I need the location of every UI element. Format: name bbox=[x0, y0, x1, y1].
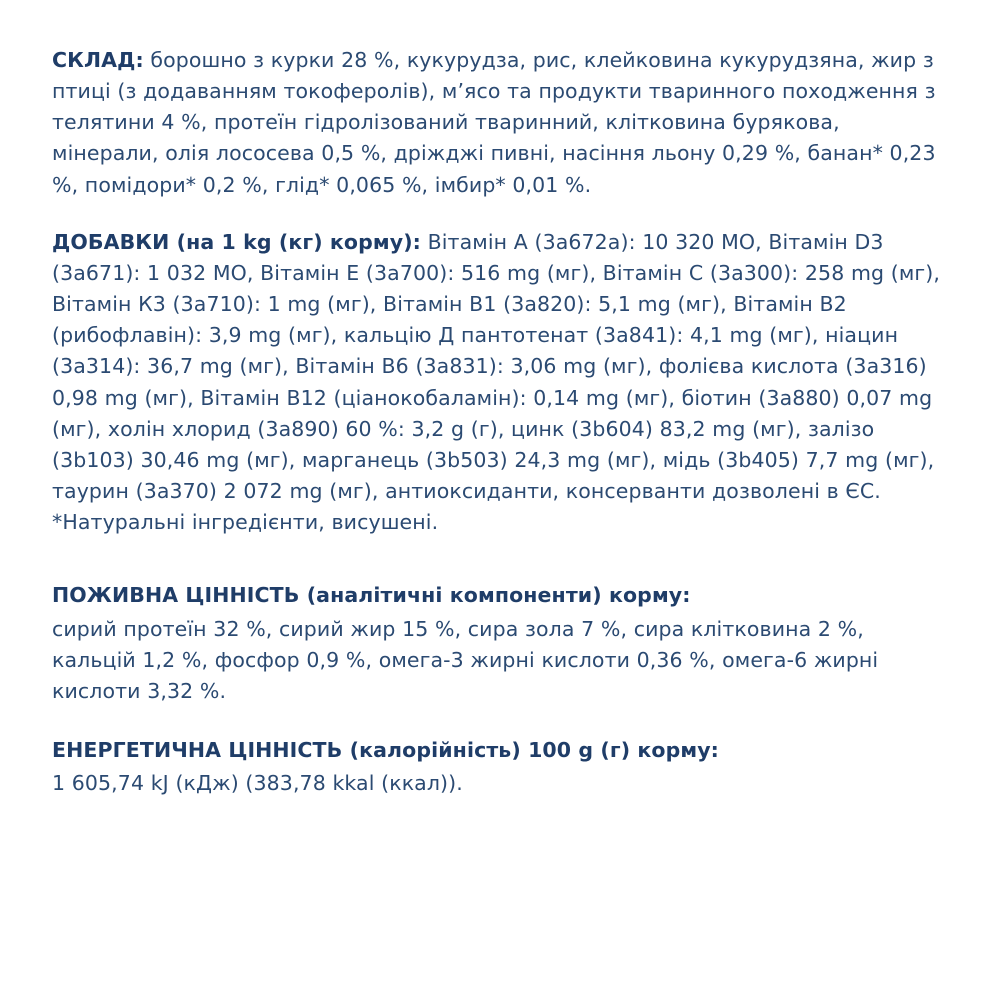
composition-paragraph bbox=[52, 45, 948, 201]
composition-text: борошно з курки 28 %, кукурудза, рис, клейковина кукурудзяна, жир з птиці (з додаванням токоферолів), м’ясо та продукти тваринного походження з телятини 4 %, протеїн гідролізований тваринний, клітковина бурякова, мінерали, олія лососева 0,5 %, дріжджі пивні, насіння льону 0,29 %, банан* 0,23 %, помідори* 0,2 %, глід* 0,065 %, імбир* 0,01 %. bbox=[52, 48, 936, 197]
additives-paragraph bbox=[52, 227, 948, 507]
nutrition-section bbox=[52, 580, 948, 707]
nutrition-heading: ПОЖИВНА ЦІННІСТЬ (аналітичні компоненти) корму: bbox=[52, 583, 691, 608]
nutrition-text: сирий протеїн 32 %, сирий жир 15 %, сира зола 7 %, сира клітковина 2 %, кальцій 1,2 %, фосфор 0,9 %, омега-3 жирні кислоти 0,36 %, омега-6 жирні кислоти 3,32 %. bbox=[52, 616, 879, 703]
composition-label: СКЛАД: bbox=[52, 48, 144, 72]
energy-text: 1 605,74 kJ (кДж) (383,78 kkal (ккал)). bbox=[52, 771, 463, 796]
additives-footnote: *Натуральні інгредієнти, висушені. bbox=[52, 510, 439, 535]
energy-heading: ЕНЕРГЕТИЧНА ЦІННІСТЬ (калорійність) 100 g (г) корму: bbox=[52, 737, 719, 762]
composition-section bbox=[52, 45, 948, 201]
additives-text: Вітамін А (3a672a): 10 320 МО, Вітамін D3 (3a671): 1 032 МО, Вітамін Е (3a700): 516 mg (мг), Вітамін С (3a300): 258 mg (мг), Вітамін К3 (3a710): 1 mg (мг), Вітамін В1 (3a820): 5,1 mg (мг), Вітамін В2 (рибофлавін): 3,9 mg (мг), кальцію Д пантотенат (3a841): 4,1 mg (мг), ніацин (3a314): 36,7 mg (мг), Вітамін В6 (3a831): 3,06 mg (мг), фолієва кислота (3a316) 0,98 mg (мг), Вітамін В12 (ціанокобаламін): 0,14 mg (мг), біотин (3a880) 0,07 mg (мг), холін хлорид (3a890) 60 %: 3,2 g (г), цинк (3b604) 83,2 mg (мг), залізо (3b103) 30,46 mg (мг), марганець (3b503) 24,3 mg (мг), мідь (3b405) 7,7 mg (мг), таурин (3a370) 2 072 mg (мг), антиоксиданти, консерванти дозволені в ЄС. bbox=[52, 229, 940, 504]
additives-label: ДОБАВКИ (на 1 kg (кг) корму): bbox=[52, 229, 421, 254]
additives-section bbox=[52, 227, 948, 539]
energy-section bbox=[52, 735, 948, 799]
